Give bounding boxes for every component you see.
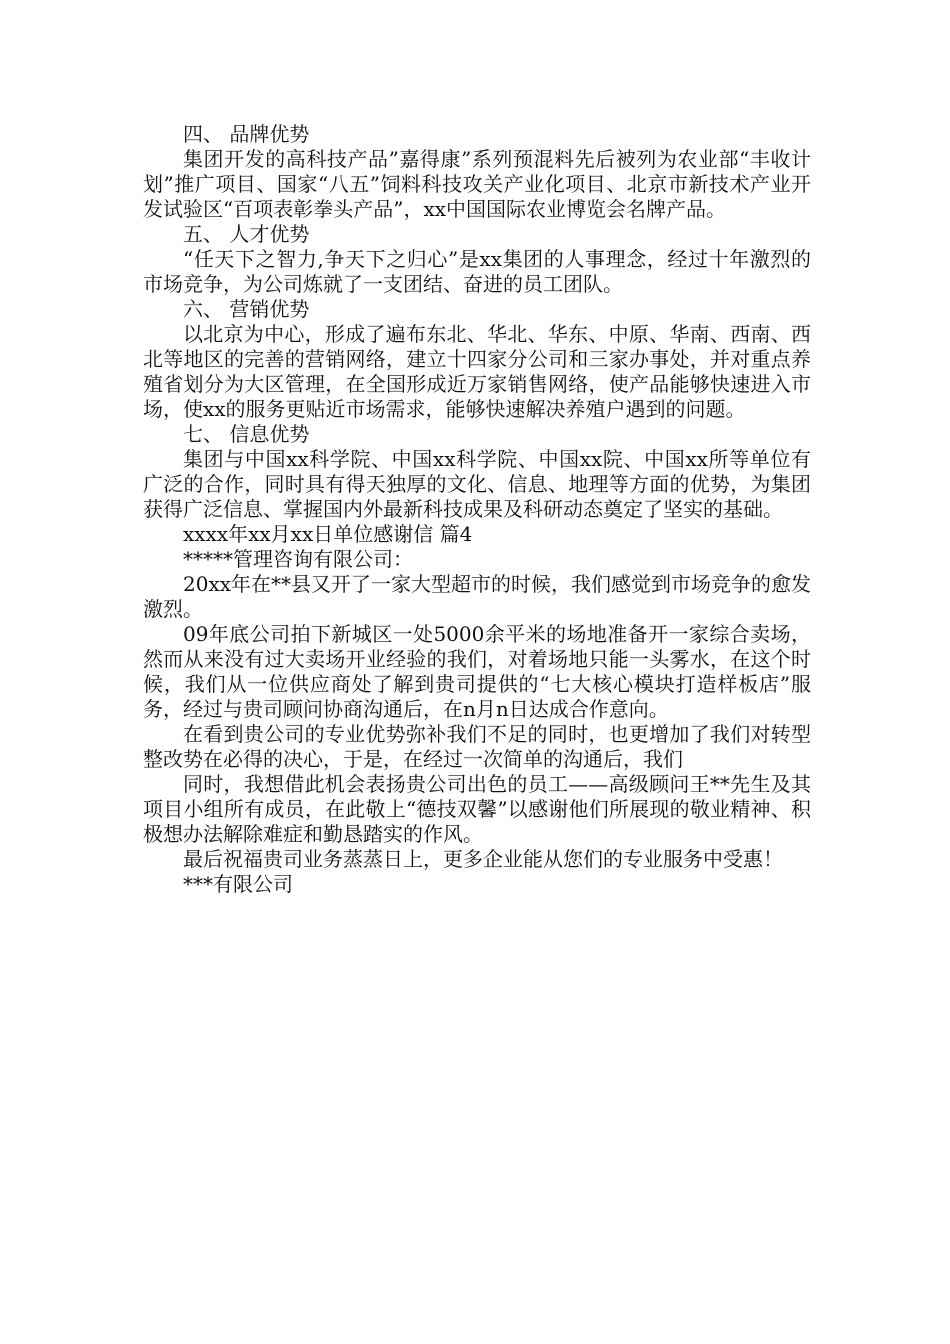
letter-closing: 最后祝福贵司业务蒸蒸日上，更多企业能从您们的专业服务中受惠！ bbox=[183, 847, 783, 871]
heading-marketing-advantage: 六、 营销优势 bbox=[183, 297, 310, 321]
letter-paragraph: 同时，我想借此机会表扬贵公司出色的员工——高级顾问王**先生及其项目小组所有成员，在此敬上“德技双馨”以感谢他们所展现的敬业精神、积极想办法解除难症和勤恳踏实的作风。 bbox=[143, 772, 811, 846]
letter-paragraph: 20xx年在**县又开了一家大型超市的时候，我们感觉到市场竞争的愈发激烈。 bbox=[143, 572, 812, 621]
letter-title: xxxx年xx月xx日单位感谢信 篇4 bbox=[183, 522, 473, 546]
heading-brand-advantage: 四、 品牌优势 bbox=[183, 122, 310, 146]
document-body bbox=[143, 122, 811, 897]
paragraph-marketing-advantage: 以北京为中心，形成了遍布东北、华北、华东、中原、华南、西南、西北等地区的完善的营销网络，建立十四家分公司和三家办事处，并对重点养殖省划分为大区管理，在全国形成近万家销售网络，使产品能够快速进入市场，使xx的服务更贴近市场需求，能够快速解决养殖户遇到的问题。 bbox=[143, 322, 811, 421]
heading-talent-advantage: 五、 人才优势 bbox=[183, 222, 310, 246]
paragraph-brand-advantage: 集团开发的高科技产品”嘉得康”系列预混料先后被列为农业部“丰收计划”推广项目、国家“八五”饲料科技攻关产业化项目、北京市新技术产业开发试验区“百项表彰拳头产品”，xx中国国际农业博览会名牌产品。 bbox=[143, 147, 811, 221]
letter-salutation: *****管理咨询有限公司： bbox=[183, 547, 413, 571]
letter-paragraph: 在看到贵公司的专业优势弥补我们不足的同时，也更增加了我们对转型整改势在必得的决心，于是，在经过一次简单的沟通后，我们 bbox=[143, 722, 811, 771]
letter-signature: ***有限公司 bbox=[183, 872, 293, 896]
heading-information-advantage: 七、 信息优势 bbox=[183, 422, 310, 446]
paragraph-information-advantage: 集团与中国xx科学院、中国xx科学院、中国xx院、中国xx所等单位有广泛的合作，同时具有得天独厚的文化、信息、地理等方面的优势，为集团获得广泛信息、掌握国内外最新科技成果及科研动态奠定了坚实的基础。 bbox=[143, 447, 811, 521]
letter-paragraph: 09年底公司拍下新城区一处5000余平米的场地准备开一家综合卖场，然而从来没有过大卖场开业经验的我们，对着场地只能一头雾水，在这个时候，我们从一位供应商处了解到贵司提供的“七大核心模块打造样板店”服务，经过与贵司顾问协商沟通后，在n月n日达成合作意向。 bbox=[143, 622, 811, 721]
paragraph-talent-advantage: “任天下之智力,争天下之归心”是xx集团的人事理念，经过十年激烈的市场竞争，为公司炼就了一支团结、奋进的员工团队。 bbox=[143, 247, 811, 296]
